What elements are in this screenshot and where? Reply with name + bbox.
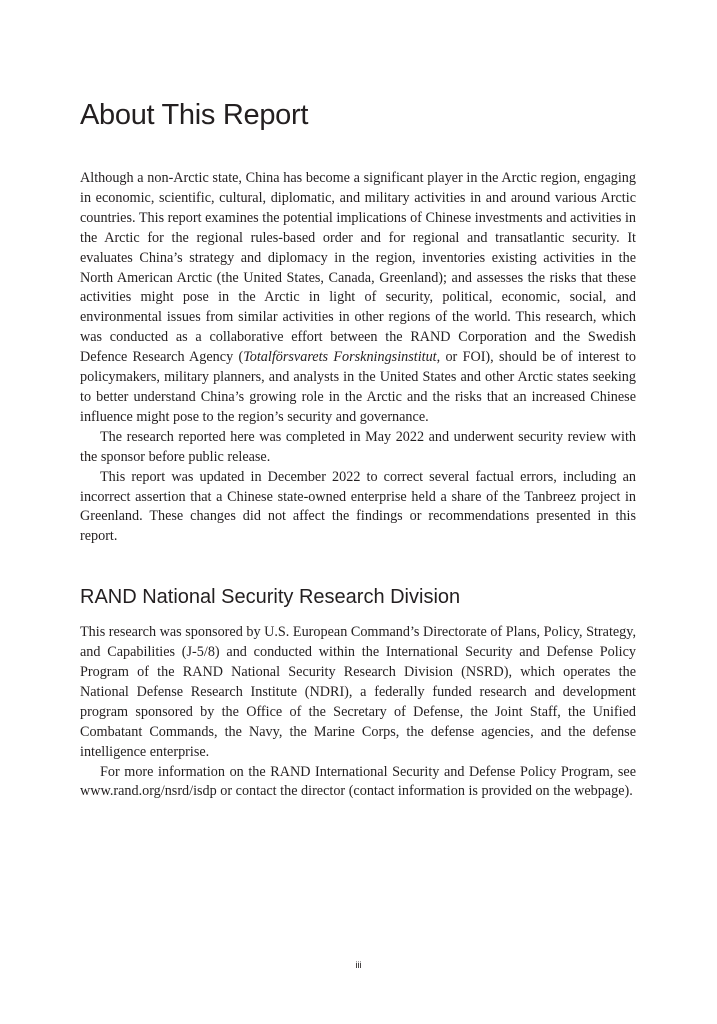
about-paragraph-2: The research reported here was completed in May 2022 and underwent security review with the sponsor before public release. xyxy=(80,428,636,465)
about-paragraph-3: This report was updated in December 2022 to correct several factual errors, including an incorrect assertion that a Chinese state-owned enterprise held a share of the Tanbreez project in Greenland. These changes did not affect the findings or recommendations presented in this report. xyxy=(80,468,636,545)
about-paragraph-1-text-a: Although a non-Arctic state, China has become a significant player in the Arctic region, engaging in economic, scientific, cultural, diplomatic, and military activities in and around various Arctic countries. This report examines the potential implications of Chinese investments and activities in the Arctic for the regional rules-based order and for regional and transatlantic security. It evaluates China’s strategy and diplomacy in the region, inventories existing activities in the North American Arctic (the United States, Canada, Greenland); and assesses the risks that these activities might pose in the Arctic in light of security, political, economic, social, and environmental issues from similar activities in other regions of the world. This research, which was conducted as a collaborative effort between the RAND Corporation and the Swedish Defence Research Agency ( xyxy=(80,170,636,366)
division-heading: RAND National Security Research Division xyxy=(80,586,461,609)
division-paragraph-1: This research was sponsored by U.S. European Command’s Directorate of Plans, Policy, Strategy, and Capabilities (J-5/8) and conducted within the International Security and Defense Policy Program of the RAND National Security Research Division (NSRD), which operates the National Defense Research Institute (NDRI), a federally funded research and development program sponsored by the Office of the Secretary of Defense, the Joint Staff, the Unified Combatant Commands, the Navy, the Marine Corps, the defense agencies, and the defense intelligence enterprise. xyxy=(80,624,636,760)
division-section xyxy=(80,583,636,802)
page-content xyxy=(80,96,636,802)
about-section xyxy=(80,96,636,547)
page-number: iii xyxy=(355,960,362,971)
about-paragraph-1-italic: Totalförsvarets Forskningsinstitut xyxy=(243,349,437,366)
about-paragraph-1-text-b: , or FOI), should be of interest to policymakers, military planners, and analysts in the United States and other Arctic states seeking to better understand China’s growing role in the Arctic and the risks that an increased Chinese influence might pose to the region’s security and governance. xyxy=(80,349,636,425)
about-heading: About This Report xyxy=(80,99,309,131)
division-paragraph-2: For more information on the RAND International Security and Defense Policy Program, see www.rand.org/nsrd/isdp or contact the director (contact information is provided on the webpage). xyxy=(80,763,636,800)
about-paragraph-1 xyxy=(80,169,636,428)
